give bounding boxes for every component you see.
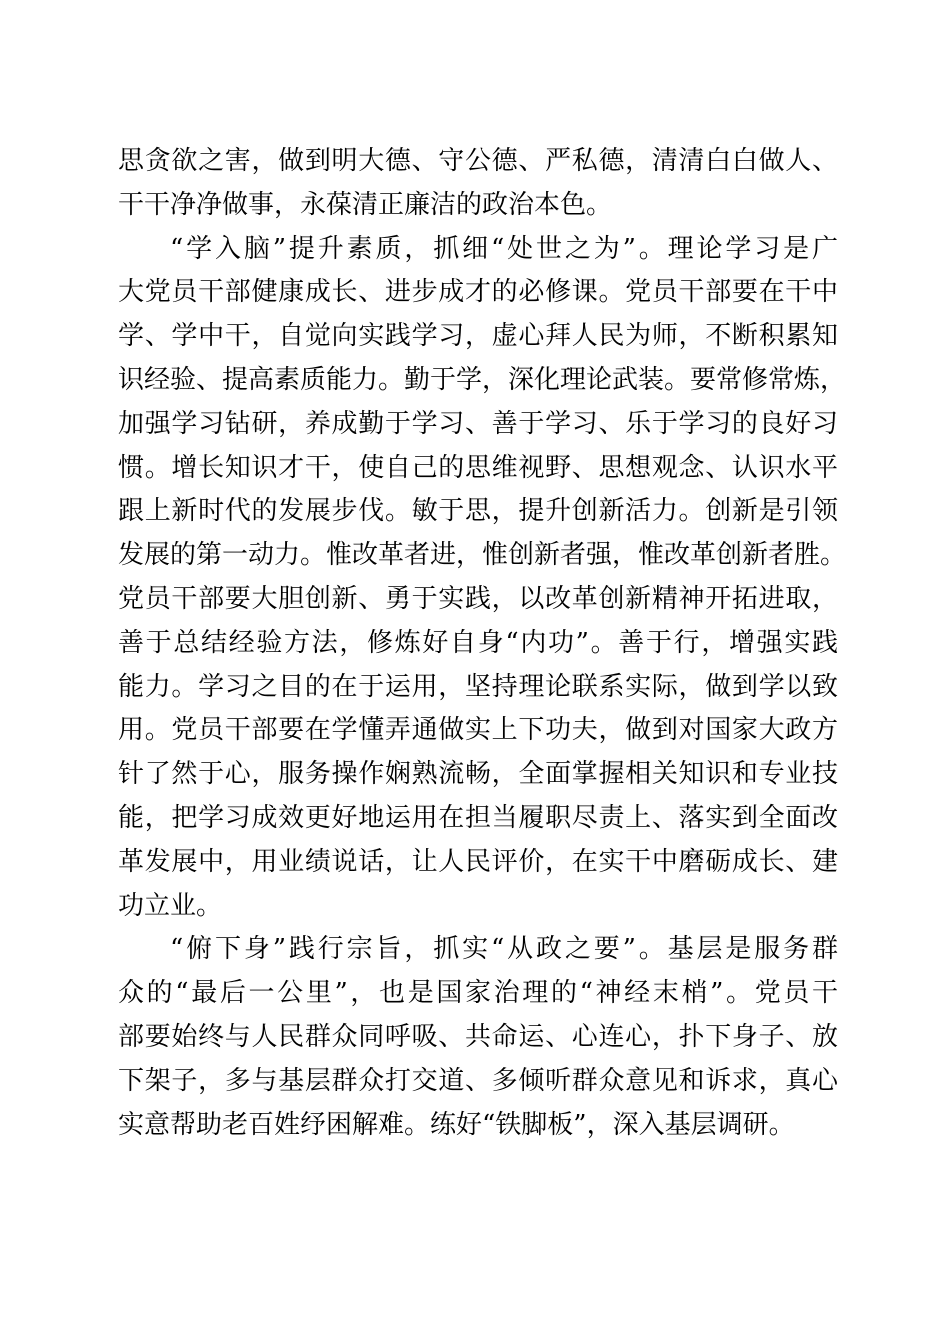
text-line: 部要始终与人民群众同呼吸、共命运、心连心，扑下身子、放 (118, 1021, 838, 1052)
text-line: 加强学习钻研，养成勤于学习、善于学习、乐于学习的良好习 (118, 408, 838, 439)
text-line: 大党员干部健康成长、进步成才的必修课。党员干部要在干中 (118, 277, 838, 308)
paragraph-3 (118, 928, 838, 1147)
text-line: 能，把学习成效更好地运用在担当履职尽责上、落实到全面改 (118, 802, 838, 833)
text-line: 识经验、提高素质能力。勤于学，深化理论武装。要常修常炼， (118, 364, 847, 395)
text-line: 干干净净做事，永葆清正廉洁的政治本色。 (118, 189, 613, 220)
text-line: 能力。学习之目的在于运用，坚持理论联系实际，做到学以致 (118, 671, 838, 702)
text-line: 实意帮助老百姓纾困解难。练好“铁脚板”，深入基层调研。 (118, 1109, 795, 1140)
text-line: 跟上新时代的发展步伐。敏于思，提升创新活力。创新是引领 (118, 496, 838, 527)
text-line: 用。党员干部要在学懂弄通做实上下功夫，做到对国家大政方 (118, 715, 838, 746)
text-line: 针了然于心，服务操作娴熟流畅，全面掌握相关知识和专业技 (118, 759, 838, 790)
body-text (118, 140, 847, 1147)
text-line: “学入脑”提升素质，抓细“处世之为”。理论学习是广 (170, 233, 838, 264)
text-line: 党员干部要大胆创新、勇于实践，以改革创新精神开拓进取， (118, 583, 838, 614)
text-line: 下架子，多与基层群众打交道、多倾听群众意见和诉求，真心 (118, 1065, 838, 1096)
text-line: 惯。增长知识才干，使自己的思维视野、思想观念、认识水平 (118, 452, 838, 483)
text-line: 众的“最后一公里”，也是国家治理的“神经末梢”。党员干 (118, 978, 838, 1009)
paragraph-2 (118, 228, 847, 929)
text-line: 功立业。 (118, 890, 223, 921)
text-line: 学、学中干，自觉向实践学习，虚心拜人民为师，不断积累知 (118, 321, 838, 352)
text-line: 发展的第一动力。惟改革者进，惟创新者强，惟改革创新者胜。 (118, 540, 847, 571)
text-line: “俯下身”践行宗旨，抓实“从政之要”。基层是服务群 (170, 934, 838, 965)
text-line: 革发展中，用业绩说话，让人民评价，在实干中磨砺成长、建 (118, 846, 838, 877)
text-line: 思贪欲之害，做到明大德、守公德、严私德，清清白白做人、 (118, 146, 838, 176)
paragraph-1 (118, 140, 838, 228)
text-line: 善于总结经验方法，修炼好自身“内功”。善于行，增强实践 (118, 627, 838, 658)
